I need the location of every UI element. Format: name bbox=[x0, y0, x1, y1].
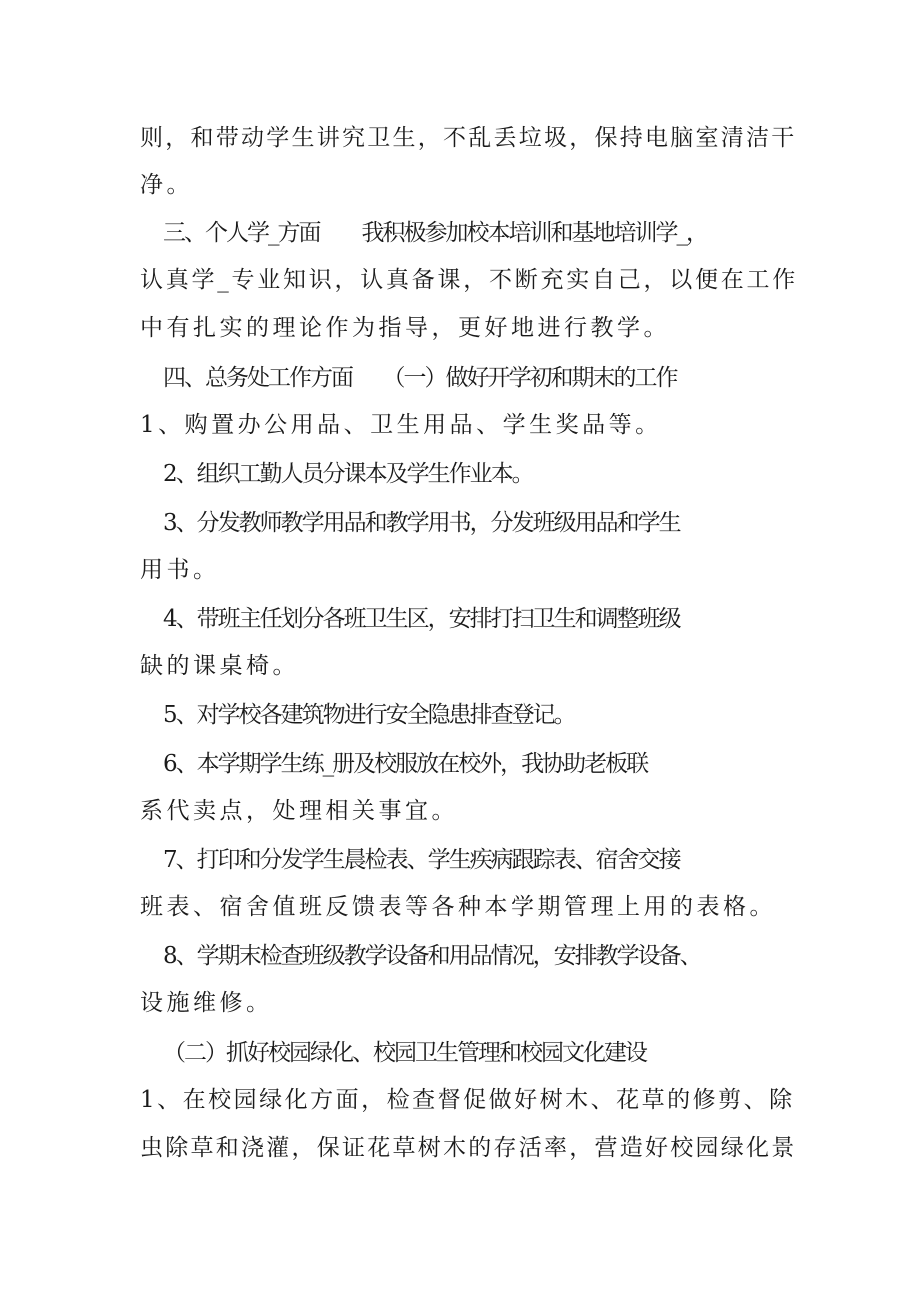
text-line: 7、打印和分发学生晨检表、学生疾病跟踪表、宿舍交接 bbox=[163, 847, 680, 873]
text-line: （二）抓好校园绿化、校园卫生管理和校园文化建设 bbox=[163, 1040, 646, 1066]
text-line: 1、购置办公用品、卫生用品、学生奖品等。 bbox=[140, 412, 662, 438]
text-line: 系代卖点，处理相关事宜。 bbox=[140, 798, 458, 824]
text-line: 设施维修。 bbox=[140, 990, 273, 1016]
text-line: 净。 bbox=[140, 172, 193, 198]
text-line: 1、在校园绿化方面，检查督促做好树木、花草的修剪、除 bbox=[140, 1087, 795, 1113]
text-line: 2、组织工勤人员分课本及学生作业本。 bbox=[163, 461, 533, 487]
text-line: 中有扎实的理论作为指导，更好地进行教学。 bbox=[140, 315, 670, 341]
text-line: 则，和带动学生讲究卫生，不乱丢垃圾，保持电脑室清洁干 bbox=[140, 125, 797, 151]
text-line: 三、个人学_方面 我积极参加校本培训和基地培训学_， bbox=[163, 220, 707, 246]
text-line: 认真学_专业知识，认真备课，不断充实自己，以便在工作 bbox=[140, 267, 798, 293]
text-line: 3、分发教师教学用品和教学用书，分发班级用品和学生 bbox=[163, 510, 680, 536]
text-line: 班表、宿舍值班反馈表等各种本学期管理上用的表格。 bbox=[140, 894, 776, 920]
text-line: 5、对学校各建筑物进行安全隐患排查登记。 bbox=[163, 702, 575, 728]
text-line: 8、学期末检查班级教学设备和用品情况，安排教学设备、 bbox=[163, 943, 701, 969]
text-line: 四、总务处工作方面 （一）做好开学初和期末的工作 bbox=[163, 365, 677, 391]
text-line: 4、带班主任划分各班卫生区，安排打扫卫生和调整班级 bbox=[163, 606, 680, 632]
text-line: 缺的课桌椅。 bbox=[140, 653, 299, 679]
text-line: 虫除草和浇灌，保证花草树木的存活率，营造好校园绿化景 bbox=[140, 1135, 797, 1161]
text-line: 用书。 bbox=[140, 557, 220, 583]
text-line: 6、本学期学生练_册及校服放在校外，我协助老板联 bbox=[163, 751, 648, 777]
